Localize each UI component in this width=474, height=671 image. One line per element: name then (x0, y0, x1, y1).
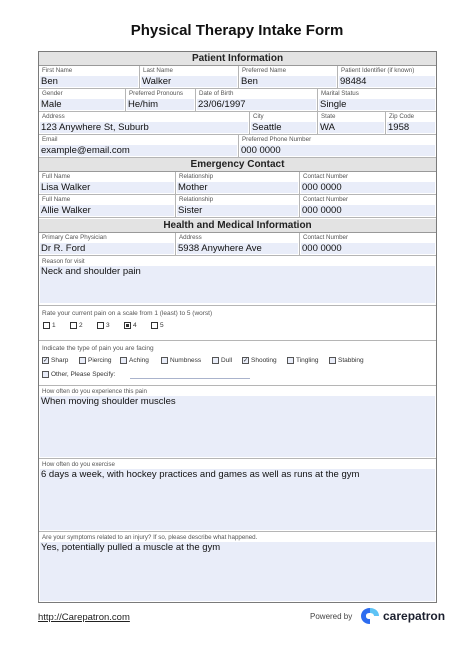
frequency-field[interactable] (39, 386, 436, 459)
injury-label: Are your symptoms related to an injury? If so, please describe what happened. (42, 534, 258, 541)
section-patient-information: Patient Information (39, 52, 436, 66)
pain-scale-label-2: 2 (79, 322, 83, 329)
emergency-number-label: Contact Number (303, 173, 349, 180)
state-value[interactable]: WA (319, 122, 384, 133)
emergency-relationship-label: Relationship (179, 173, 214, 180)
other-specify-input[interactable] (130, 378, 250, 379)
reason-label: Reason for visit (42, 258, 85, 265)
emergency-number-field[interactable] (299, 195, 436, 217)
physician-address-field[interactable] (175, 233, 299, 255)
zip-label: Zip Code (389, 113, 415, 120)
pain-type-checkbox-piercing[interactable] (79, 357, 86, 364)
pain-type-checkbox-dull[interactable] (212, 357, 219, 364)
emergency-name-field[interactable] (39, 172, 175, 194)
exercise-label: How often do you exercise (42, 461, 115, 468)
gender-label: Gender (42, 90, 63, 97)
phone-value[interactable]: 000 0000 (240, 145, 435, 156)
pain-scale-checkbox-3[interactable] (97, 322, 104, 329)
pain-scale-label: Rate your current pain on a scale from 1 (least) to 5 (worst) (42, 310, 213, 317)
zip-value[interactable]: 1958 (387, 122, 435, 133)
pain-scale-checkbox-2[interactable] (70, 322, 77, 329)
gender-field[interactable] (39, 89, 125, 111)
section-health-information: Health and Medical Information (39, 219, 436, 233)
carepatron-brand: carepatron (383, 609, 446, 623)
dob-field[interactable] (195, 89, 317, 111)
carepatron-link[interactable]: http://Carepatron.com (38, 612, 130, 623)
pain-scale-checkbox-5[interactable] (151, 322, 158, 329)
exercise-value[interactable]: 6 days a week, with hockey practices and games as well as runs at the gym (40, 469, 435, 530)
marital-field[interactable] (317, 89, 436, 111)
phone-label: Preferred Phone Number (242, 136, 312, 143)
emergency-name-label: Full Name (42, 173, 71, 180)
emergency-number-value[interactable]: 000 0000 (301, 205, 435, 216)
physician-address-value[interactable]: 5938 Anywhere Ave (177, 243, 298, 254)
physician-number-value[interactable]: 000 0000 (301, 243, 435, 254)
patient-row-contact (39, 135, 436, 158)
emergency-relationship-value[interactable]: Sister (177, 205, 298, 216)
pain-scale-checkbox-1[interactable] (43, 322, 50, 329)
city-value[interactable]: Seattle (251, 122, 316, 133)
physician-row (39, 233, 436, 256)
reason-for-visit-field[interactable] (39, 256, 436, 306)
pain-type-label-piercing: Piercing (88, 357, 112, 364)
patient-row-address (39, 112, 436, 135)
pain-type-label-aching: Aching (129, 357, 149, 364)
last-name-field[interactable] (139, 66, 238, 88)
emergency-name-field[interactable] (39, 195, 175, 217)
reason-value[interactable]: Neck and shoulder pain (40, 266, 435, 303)
dob-value[interactable]: 23/06/1997 (197, 99, 316, 110)
pain-scale-label-5: 5 (160, 322, 164, 329)
pronouns-value[interactable]: He/him (127, 99, 194, 110)
emergency-relationship-value[interactable]: Mother (177, 182, 298, 193)
other-checkbox[interactable] (42, 371, 49, 378)
address-field[interactable] (39, 112, 249, 134)
marital-label: Marital Status (321, 90, 359, 97)
phone-field[interactable] (238, 135, 436, 157)
physician-number-field[interactable] (299, 233, 436, 255)
patient-id-label: Patient Identifier (if known) (341, 67, 415, 74)
emergency-row (39, 172, 436, 195)
emergency-name-label: Full Name (42, 196, 71, 203)
gender-value[interactable]: Male (40, 99, 124, 110)
physician-value[interactable]: Dr R. Ford (40, 243, 174, 254)
state-label: State (321, 113, 336, 120)
emergency-relationship-field[interactable] (175, 195, 299, 217)
city-label: City (253, 113, 264, 120)
pain-type-checkbox-sharp[interactable]: ✓ (43, 358, 49, 364)
pain-scale-checkbox-4[interactable] (124, 322, 131, 329)
pain-type-checkbox-aching[interactable] (120, 357, 127, 364)
email-value[interactable]: example@email.com (40, 145, 237, 156)
pain-type-label-shooting: Shooting (251, 357, 277, 364)
pain-type-label-tingling: Tingling (296, 357, 319, 364)
patient-id-field[interactable] (337, 66, 436, 88)
pain-scale-label-3: 3 (106, 322, 110, 329)
pain-type-label-sharp: Sharp (51, 357, 69, 364)
pain-type-checkbox-stabbing[interactable] (329, 357, 336, 364)
pain-type-checkbox-numbness[interactable] (161, 357, 168, 364)
other-label: Other, Please Specify: (51, 371, 116, 378)
physician-number-label: Contact Number (303, 234, 349, 241)
state-field[interactable] (317, 112, 385, 134)
pronouns-field[interactable] (125, 89, 195, 111)
frequency-value[interactable]: When moving shoulder muscles (40, 396, 435, 457)
pain-type-checkbox-shooting[interactable]: ✓ (243, 358, 249, 364)
email-field[interactable] (39, 135, 238, 157)
first-name-field[interactable] (39, 66, 139, 88)
carepatron-logo-icon (360, 607, 380, 625)
emergency-name-value[interactable]: Allie Walker (40, 205, 174, 216)
dob-label: Date of Birth (199, 90, 234, 97)
emergency-number-value[interactable]: 000 0000 (301, 182, 435, 193)
pain-type-label-stabbing: Stabbing (338, 357, 364, 364)
section-emergency-contact: Emergency Contact (39, 158, 436, 172)
powered-by-text: Powered by (310, 612, 353, 621)
pain-scale-label-4: 4 (133, 322, 137, 329)
emergency-relationship-field[interactable] (175, 172, 299, 194)
address-label: Address (42, 113, 65, 120)
intake-form (38, 51, 437, 603)
zip-field[interactable] (385, 112, 436, 134)
last-name-value[interactable]: Walker (141, 76, 237, 87)
emergency-number-label: Contact Number (303, 196, 349, 203)
last-name-label: Last Name (143, 67, 173, 74)
emergency-relationship-label: Relationship (179, 196, 214, 203)
injury-value[interactable]: Yes, potentially pulled a muscle at the gym (40, 542, 435, 601)
first-name-label: First Name (42, 67, 73, 74)
physician-address-label: Address (179, 234, 202, 241)
pain-type-label-dull: Dull (221, 357, 233, 364)
patient-id-value[interactable]: 98484 (339, 76, 435, 87)
pain-type-label-numbness: Numbness (170, 357, 202, 364)
preferred-name-label: Preferred Name (242, 67, 287, 74)
emergency-name-value[interactable]: Lisa Walker (40, 182, 174, 193)
exercise-field[interactable] (39, 459, 436, 532)
pronouns-label: Preferred Pronouns (129, 90, 183, 97)
injury-field[interactable] (39, 532, 436, 602)
physician-field[interactable] (39, 233, 175, 255)
marital-value[interactable]: Single (319, 99, 435, 110)
emergency-row (39, 195, 436, 218)
frequency-label: How often do you experience this pain (42, 388, 147, 395)
address-value[interactable]: 123 Anywhere St, Suburb (40, 122, 248, 133)
city-field[interactable] (249, 112, 317, 134)
preferred-name-field[interactable] (238, 66, 337, 88)
pain-scale-label-1: 1 (52, 322, 56, 329)
patient-row-demographics (39, 89, 436, 112)
preferred-name-value[interactable]: Ben (240, 76, 336, 87)
first-name-value[interactable]: Ben (40, 76, 138, 87)
patient-row-names (39, 66, 436, 89)
physician-label: Primary Care Physician (42, 234, 107, 241)
emergency-number-field[interactable] (299, 172, 436, 194)
email-label: Email (42, 136, 58, 143)
pain-type-label: Indicate the type of pain you are facing (42, 345, 154, 352)
form-title: Physical Therapy Intake Form (130, 22, 344, 39)
pain-type-checkbox-tingling[interactable] (287, 357, 294, 364)
